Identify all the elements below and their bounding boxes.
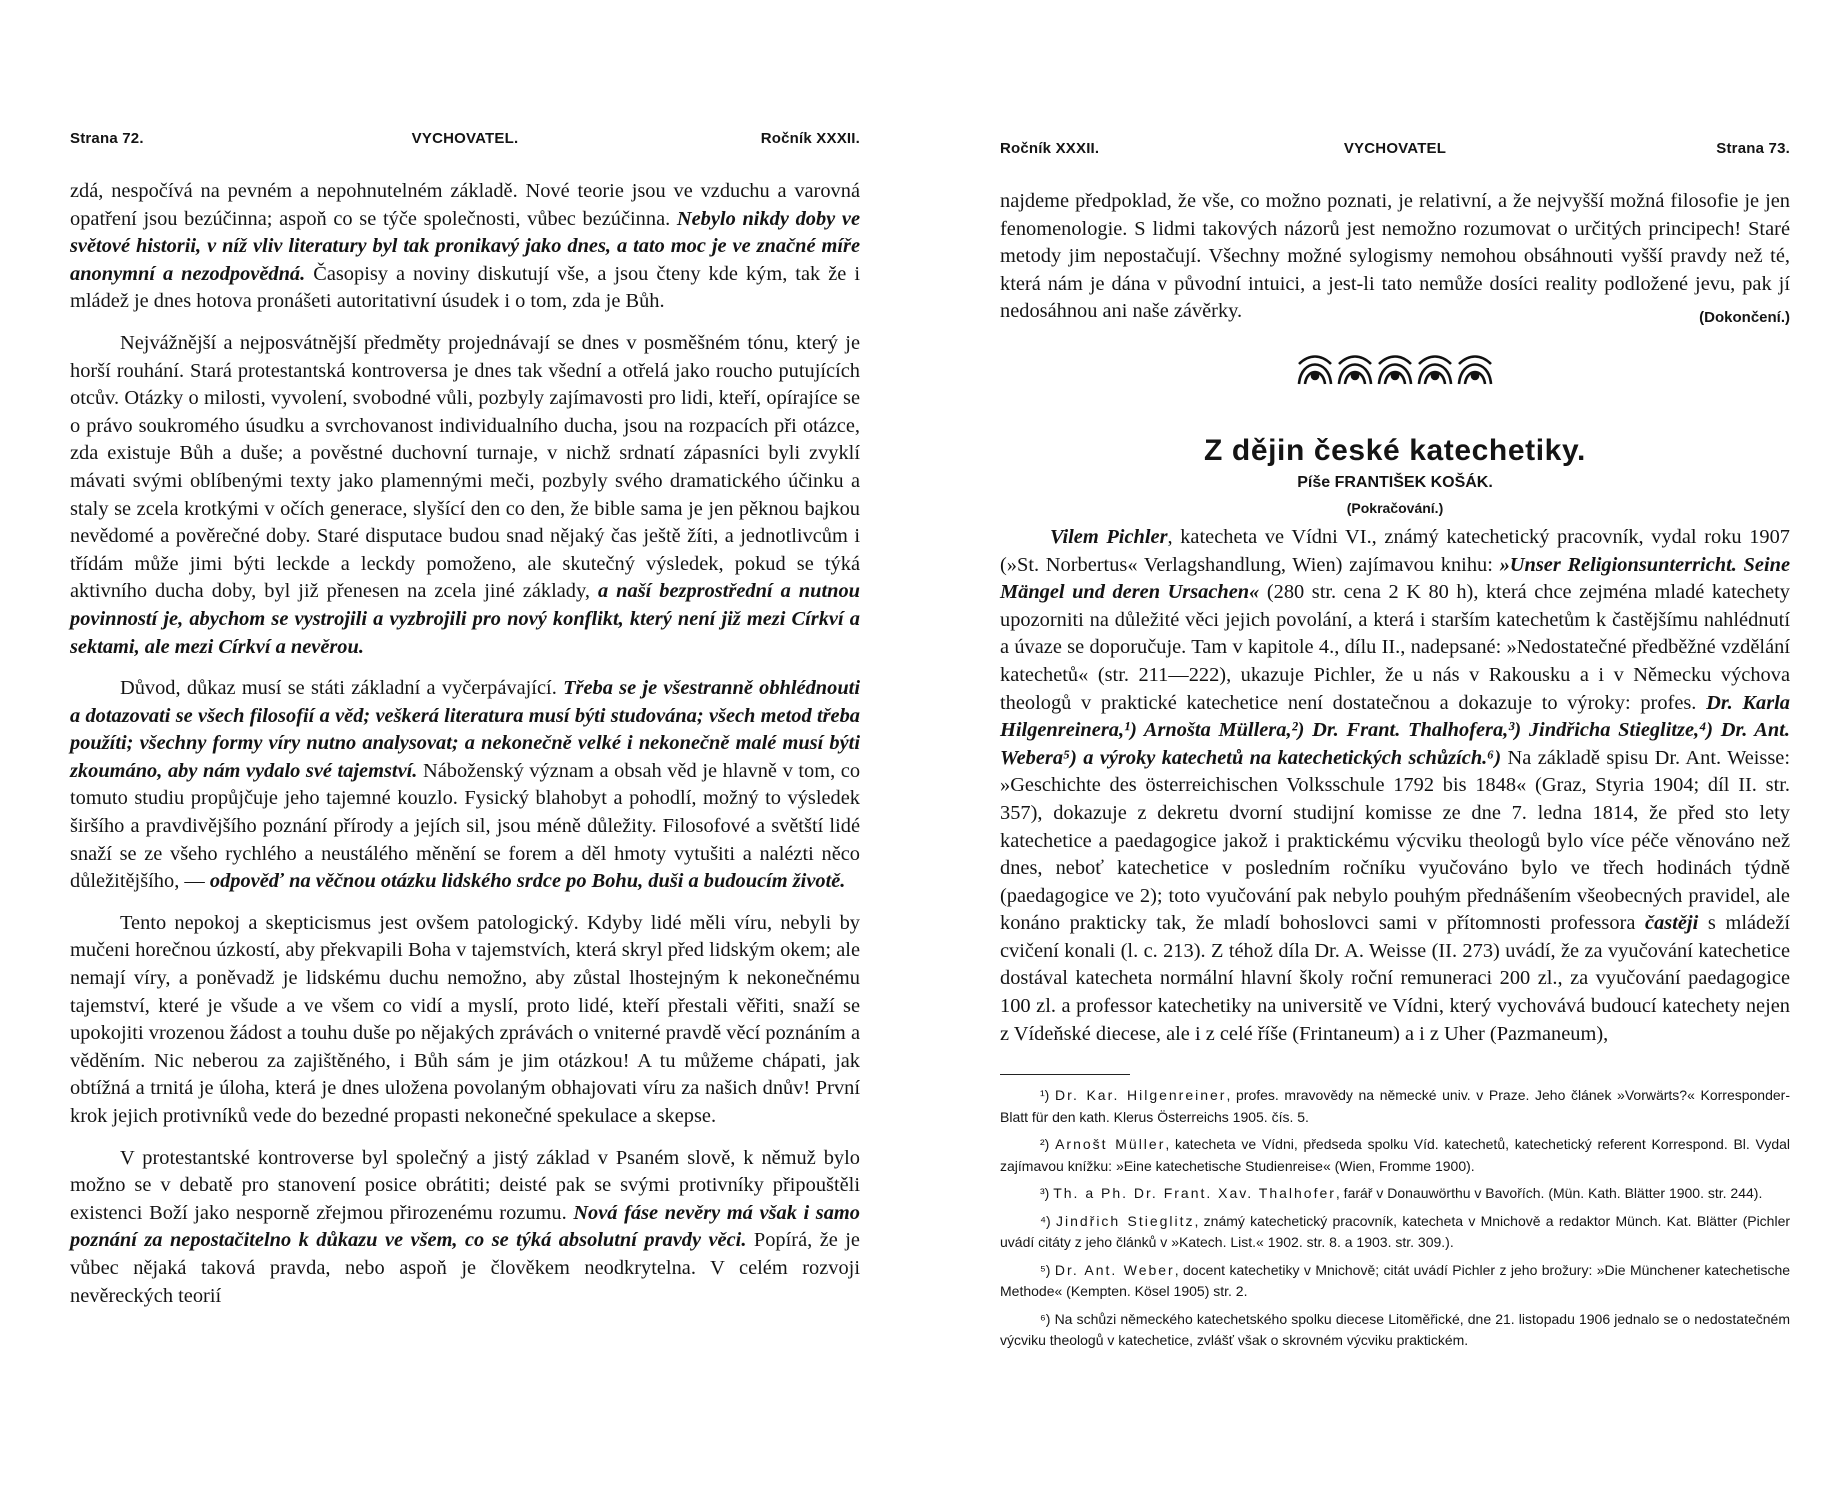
paragraph: zdá, nespočívá na pevném a nepohnutelném základě. Nové teorie jsou ve vzduchu a varovná opatření jsou bezúčinna; aspoň co se týče společnosti, vůbec bezúčinna. Nebylo nikdy doby ve světové historii, v níž vliv literatury byl tak pronikavý jako dnes, a tato moc je ve značné míře anonymní a nezodpovědná. Časopisy a noviny diskutují vše, a jsou čteny kde kým, tak že i mládež je dnes hotova pronášeti autoritativní úsudek i o tom, zda je Bůh. <box>70 180 860 313</box>
page-number-left: Strana 72. <box>70 130 144 147</box>
footnote: ³) Th. a Ph. Dr. Frant. Xav. Thalhofer, farář v Donauwörthu v Bavořích. (Mün. Kath. Blätter 1900. str. 244). <box>1040 1185 1763 1202</box>
left-page <box>70 0 860 1500</box>
journal-title-left: VYCHOVATEL. <box>411 130 519 147</box>
conclusion-note: (Dokončení.) <box>1699 309 1790 327</box>
paragraph: Důvod, důkaz musí se státi základní a vyčerpávající. Třeba se je všestranně obhlédnouti a dotazovati se všech filosofií a věd; veškerá literatura musí býti studována; všech metod třeba použíti; všechny formy víry nutno analysovat; a nekonečně velké i nekonečně malé musí býti zkoumáno, aby nám vydalo své tajemství. Náboženský význam a obsah věd je hlavně v tom, co tomuto studiu propůjčuje jeho tajemné kouzlo. Fysický blahobyt a pohodlí, možný to výsledek širšího a pravdivějšího poznání přírody a jejích sil, jsou méně důležity. Filosofové a světští lidé snaží se ze všeho rychlého a neustálého měnění se forem a děl hmoty vytušiti a nalézti něco důležitějšího, — odpověď na věčnou otázku lidského srdce po Bohu, duši a budoucím životě. <box>70 677 861 893</box>
continued-paragraph: najdeme předpoklad, že vše, co možno poznati, je relativní, a že nejvyšší možná filosofie je jen fenomenologie. S lidmi takových názorů jest nemožno rozumovat o určitých principech! Staré metody jim nepostačují. Všechny možné sylogismy nemohou obsáhnouti vyšší pravdy než té, která nám je dána v původní intuici, a jest-li tato nemůže dosíci reality podložené jevu, pak jí nedosáhnou ani naše závěrky. (Dokončení.) <box>1000 188 1790 326</box>
journal-title-right: VYCHOVATEL <box>1343 140 1447 157</box>
ornament-vignette-icon <box>1000 350 1790 394</box>
article-title: Z dějin české katechetiky. <box>1204 433 1586 467</box>
vignette-icon <box>1295 350 1495 394</box>
footnote: ⁶) Na schůzi německého katechetského spolku diecese Litoměřické, dne 21. listopadu 1906 jednalo se o nedostatečném výcviku theologů v katechetice, zvlášť však o skrovném výcviku praktickém. <box>1000 1310 1791 1349</box>
running-header-left <box>70 130 860 154</box>
footnote: ⁴) Jindřich Stieglitz, známý katechetický pracovník, katecheta v Mnichově a redaktor Münch. Kat. Blätter (Pichler uvádí citáty z jeho článků v »Katech. List.« 1902. str. 8. a 1903. str. 309.). <box>1000 1212 1791 1251</box>
page-number-right: Strana 73. <box>1716 140 1790 157</box>
right-body-text <box>1000 188 1790 1358</box>
paragraph: Nejvážnější a nejposvátnější předměty projednávají se dnes v posměšném tónu, který je horší rouhání. Stará protestantská kontroversa je dnes tak všední a otřelá jako roucho putujících otcův. Otázky o milosti, vyvolení, svobodné vůli, pozbyly zajímavosti pro lidi, kteří, opírajíce se o právo soukromého úsudku a svrchovanost individualního ducha, jsou na rozpacích při otázce, zda existuje Bůh a duše; a pověstné duchovní turnaje, v nichž srdnatí zápasníci byli zvyklí mávati svými oblíbenými texty jako plamennými meči, pozbyly svého dramatického účinku a staly se zcela krotkými v očích generace, slyšící den co den, že bible sama je jen pěknou bajkou nevědomé a pověrečné doby. Staré disputace budou snad nějaký čas ještě žíti, a jednotlivcům i třídám může jimi býti leckde a leckdy pomoženo, ale skutečný výsledek, pokud se týká aktivního ducha doby, byl již přenesen na zcela jiné základy, a naší bezprostřední a nutnou povinností je, abychom se vystrojili a vyzbrojili pro nový konflikt, který není již mezi Církví a sektami, ale mezi Církví a nevěrou. <box>70 331 860 658</box>
left-body-text <box>70 178 860 1316</box>
right-page <box>1000 0 1790 1500</box>
footnotes <box>1000 1085 1790 1352</box>
paragraph: V protestantské kontroverse byl společný a jistý základ v Psaném slově, k němuž bylo možno se v debatě pro stanovení posice obrátiti; deisté pak se svými protivníky připouštěli existenci Boží jako nesporně zřejmou přirozenému rozumu. Nová fáse nevěry má však i samo poznání za nepostačitelno k důkazu ve všem, co se týká absolutní pravdy věci. Popírá, že je vůbec nějaká taková pravda, nebo aspoň je člověkem neodkrytelna. V celém rozvoji nevěreckých teorií <box>70 1146 860 1307</box>
running-header-right <box>1000 140 1790 164</box>
footnote-rule <box>1000 1074 1130 1075</box>
paragraph: Tento nepokoj a skepticismus jest ovšem patologický. Kdyby lidé měli víru, nebyli by mučeni horečnou úzkostí, aby překvapili Boha v tajemstvích, která skryl před lidským okem; ale nemají víry, a poněvadž je lidskému duchu nemožno, aby zůstal lhostejným k nekonečnému tajemství, které je všude a ve všem co vidí a myslí, proto lidé, kteří přestali věřiti, snaží se upokojiti vrozenou žádost a touhu duše po nějakých zprávách o vniterné pravdě věcí poznáním a věděním. Nic neberou za zajištěného, i Bůh sám je jim otázkou! A tu můžeme chápati, jak obtížná a trnitá je úloha, která je dnes uložena povolaným obhajovati víru za našich dnův! První krok jejich protivníků vede do bezedné propasti nekonečné spekulace a skepse. <box>70 911 860 1127</box>
continuation-note: (Pokračování.) <box>1346 499 1444 516</box>
article-paragraph: Vilem Pichler, katecheta ve Vídni VI., známý katechetický pracovník, vydal roku 1907 (»St. Norbertus« Verlagshandlung, Wien) zajímavou knihu: »Unser Religionsunterricht. Seine Mängel und deren Ursachen« (280 str. cena 2 K 80 h), která chce zejména mladé katechety upozorniti na důležité věci jejich povolání, a která i starším katechetům k častějšímu nahlédnutí a úvaze se doporučuje. Tam v kapitole 4., dílu II., nadepsané: »Nedostatečné předběžné vzdělání katechetů« (str. 211—222), ukazuje Pichler, že u nás v Rakousku a i v Německu výchova theologů v praktické katechetice není dostatečnou a dokazuje to výroky: profes. Dr. Karla Hilgenreinera,¹) Arnošta Müllera,²) Dr. Frant. Thalhofera,³) Jindřicha Stieglitze,⁴) Dr. Ant. Webera⁵) a výroky katechetů na katechetických schůzích.⁶) Na základě spisu Dr. Ant. Weisse: »Geschichte des österreichischen Volksschule 1792 bis 1848« (Graz, Styria 1904; díl II. str. 357), dokazuje z dekretu dvorní studijní komisse ze dne 7. ledna 1814, že před sto lety katechetice a paedagogice jakož i praktickému výcviku theologů bylo více péče věnováno než dnes, neboť katechetice v posledním ročníku vyučováno bylo ve třech hodinách týdně (paedagogice ve 2); toto vyučování pak nebylo pouhým přednášením všeobecných pravidel, ale konáno prakticky tak, že mladí bohoslovci sami v přítomnosti professora častěji s mládeží cvičení konali (l. c. 213). Z téhož díla Dr. A. Weisse (II. 273) uvádí, že za vyučování katechetice dostával katecheta normální hlavní školy roční remuneraci 200 zl., za vyučování paedagogice 100 zl. a professor katechetiky na universitě ve Vídni, který vychovává budoucí katechety nejen z Vídeňské diecese, ale i z celé říše (Frintaneum) a i z Uher (Pazmaneum), <box>1000 525 1791 1045</box>
footnote: ²) Arnošt Müller, katecheta ve Vídni, předseda spolku Víd. katechetů, katechetický referent Korrespond. Bl. Vydal zajímavou knížku: »Eine katechetische Studienreise« (Wien, Fromme 1900). <box>1000 1136 1791 1174</box>
footnote: ¹) Dr. Kar. Hilgenreiner, profes. mravovědy na německé univ. v Praze. Jeho článek »Vorwärts?« Korresponder-Blatt für den kath. Klerus Österreichs 1905. čís. 5. <box>1000 1087 1790 1125</box>
article-byline: Píše FRANTIŠEK KOŠÁK. <box>1297 473 1493 491</box>
footnote: ⁵) Dr. Ant. Weber, docent katechetiky v Mnichově; citát uvádí Pichler z jeho brožury: »Die Münchener katechetische Methode« (Kempten. Kösel 1905) str. 2. <box>1000 1261 1791 1300</box>
volume-right: Ročník XXXII. <box>1000 140 1100 157</box>
volume-left: Ročník XXXII. <box>760 130 860 147</box>
